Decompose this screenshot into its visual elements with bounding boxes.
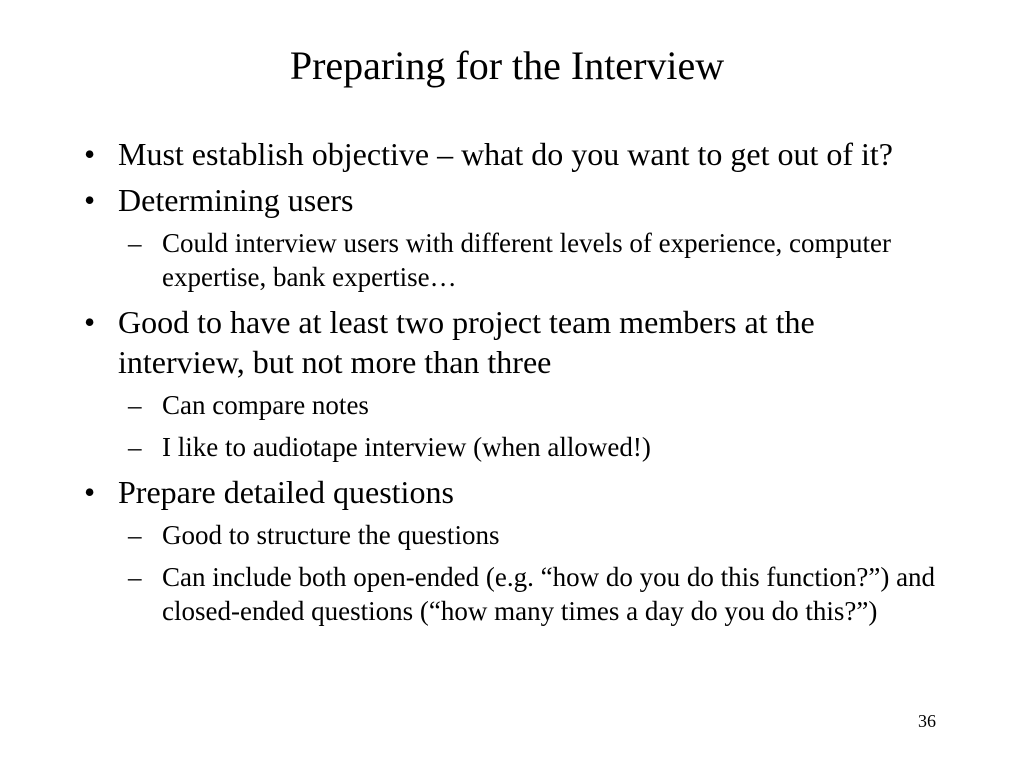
sub-bullet-marker: –: [128, 432, 142, 462]
bullet-marker: •: [84, 474, 96, 510]
sub-bullet-marker: –: [128, 520, 142, 550]
sub-bullet-marker: –: [128, 390, 142, 420]
sub-bullet-marker: –: [128, 562, 142, 592]
sub-bullet-item: [80, 430, 940, 464]
sub-bullet-text: Can compare notes: [162, 390, 369, 420]
sub-bullet-item: [80, 560, 940, 628]
bullet-item: [80, 134, 940, 174]
bullet-list: [80, 134, 940, 636]
bullet-text: Determining users: [118, 182, 354, 218]
slide-number: 36: [918, 711, 936, 731]
slide-title: Preparing for the Interview: [289, 43, 725, 88]
sub-bullet-text: Can include both open-ended (e.g. “how do you do this function?”) and closed-ended questions (“how many times a day do you do this?”): [162, 562, 936, 626]
sub-bullet-item: [80, 226, 940, 294]
sub-bullet-text: Could interview users with different levels of experience, computer expertise, bank expertise…: [162, 228, 892, 292]
bullet-item: [80, 472, 940, 512]
sub-bullet-marker: –: [128, 228, 142, 258]
bullet-item: [80, 180, 940, 220]
bullet-marker: •: [84, 182, 96, 218]
bullet-item: [80, 302, 940, 382]
bullet-marker: •: [84, 136, 96, 172]
sub-bullet-text: I like to audiotape interview (when allowed!): [162, 432, 651, 462]
bullet-text: Prepare detailed questions: [118, 474, 454, 510]
sub-bullet-item: [80, 388, 940, 422]
sub-bullet-text: Good to structure the questions: [162, 520, 500, 550]
bullet-text: Good to have at least two project team members at the interview, but not more than three: [118, 304, 815, 380]
bullet-text: Must establish objective – what do you want to get out of it?: [118, 136, 893, 172]
sub-bullet-item: [80, 518, 940, 552]
bullet-marker: •: [84, 304, 96, 340]
